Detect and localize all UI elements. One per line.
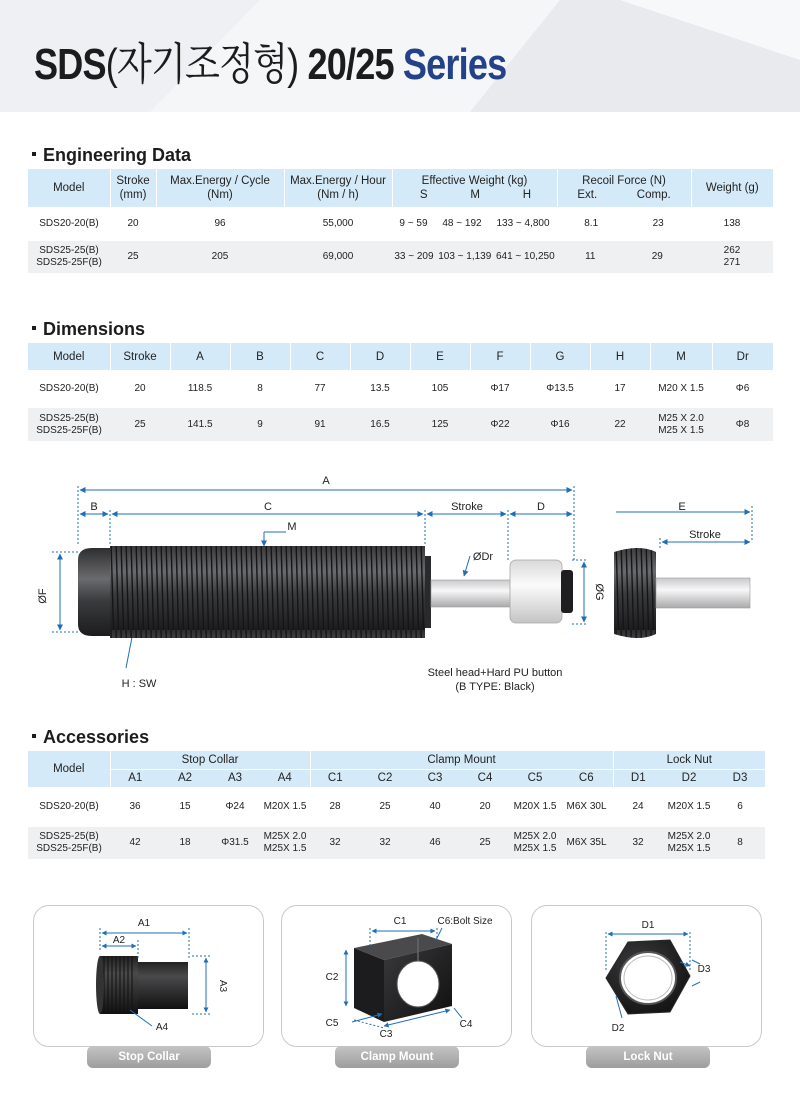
- acc-cell: M6X 30L: [566, 801, 607, 812]
- eng-energy-hour: 55,000: [322, 218, 354, 229]
- acc-head-model: Model: [28, 751, 110, 787]
- dim-head: C: [290, 343, 350, 370]
- acc-cell: 46: [410, 827, 460, 859]
- acc-cell: M25X 2.0 M25X 1.5: [260, 827, 310, 859]
- dim-cell: 8: [257, 383, 263, 394]
- label-f: ØF: [37, 588, 49, 604]
- dim-cell: 77: [314, 383, 326, 394]
- title-model: SDS: [34, 40, 106, 89]
- acc-model: SDS20-20(B): [39, 801, 99, 812]
- section-title-engineering: [32, 145, 191, 166]
- stop-collar-label: Stop Collar: [87, 1046, 211, 1068]
- eng-weight: 138: [723, 218, 741, 229]
- engineering-row: [28, 207, 773, 241]
- label-a1: A1: [137, 918, 151, 929]
- acc-cell: 24: [632, 801, 644, 812]
- dim-head: M: [650, 343, 712, 370]
- card-stop-collar: [33, 905, 264, 1063]
- eng-head-energy-hour: Max.Energy / Hour (Nm / h): [284, 169, 392, 207]
- dim-cell: 13.5: [370, 383, 390, 394]
- dim-head: Stroke: [110, 343, 170, 370]
- acc-cell: Φ31.5: [210, 827, 260, 859]
- card-clamp-mount: [281, 905, 512, 1063]
- dim-thread: M20 X 1.5: [658, 383, 704, 394]
- dimensions-table: [28, 343, 773, 441]
- label-a3: A3: [217, 979, 228, 993]
- lock-nut-label: Lock Nut: [586, 1046, 710, 1068]
- title-series: Series: [402, 40, 507, 89]
- page-title: [34, 28, 506, 92]
- label-b: B: [90, 501, 98, 513]
- acc-cell: M25X 2.0 M25X 1.5: [663, 827, 715, 859]
- acc-head-lock-nut: Lock Nut: [613, 751, 765, 769]
- eng-stroke: 25: [110, 241, 156, 273]
- dim-cell: 17: [614, 383, 626, 394]
- acc-subhead: A1: [110, 769, 160, 787]
- clamp-mount-label: Clamp Mount: [335, 1046, 459, 1068]
- acc-subhead: C6: [560, 769, 613, 787]
- accessories-table: [28, 751, 765, 859]
- dim-head: G: [530, 343, 590, 370]
- dim-cell: 9: [230, 408, 290, 441]
- acc-cell: 28: [329, 801, 341, 812]
- label-g: ØG: [593, 583, 605, 601]
- dim-cell: 125: [410, 408, 470, 441]
- acc-cell: 40: [429, 801, 441, 812]
- acc-cell: 25: [460, 827, 510, 859]
- acc-cell: 25: [379, 801, 391, 812]
- accessories-title-text: Accessories: [43, 727, 150, 747]
- dim-cell: 22: [590, 408, 650, 441]
- dim-head: B: [230, 343, 290, 370]
- accessories-row: [28, 827, 765, 859]
- dim-cell: Φ22: [470, 408, 530, 441]
- label-a4: A4: [155, 1022, 169, 1033]
- title-size: 20/25: [307, 40, 394, 89]
- eng-head-stroke: Stroke (mm): [110, 169, 156, 207]
- eng-eff-weight: 9 ~ 59 48 ~ 192 133 ~ 4,800: [399, 218, 550, 229]
- acc-head-clamp-mount: Clamp Mount: [310, 751, 613, 769]
- eng-energy-cycle: 96: [214, 218, 226, 229]
- dim-head: D: [350, 343, 410, 370]
- acc-subhead: A3: [210, 769, 260, 787]
- acc-cell: 15: [179, 801, 191, 812]
- label-c: C: [264, 501, 272, 513]
- label-c1: C1: [393, 916, 407, 927]
- dim-thread: M25 X 2.0 M25 X 1.5: [650, 408, 712, 441]
- acc-subhead: A2: [160, 769, 210, 787]
- page-header: [0, 0, 800, 112]
- label-h: H : SW: [121, 678, 157, 690]
- engineering-header-row: [28, 169, 773, 207]
- eng-weight: 262 271: [691, 241, 773, 273]
- dim-cell: 118.5: [187, 383, 213, 394]
- eng-head-energy-cycle: Max.Energy / Cycle (Nm): [156, 169, 284, 207]
- dim-model: SDS25-25(B) SDS25-25F(B): [28, 408, 110, 441]
- section-title-accessories: [32, 727, 149, 748]
- acc-subhead: C4: [460, 769, 510, 787]
- dim-head: Dr: [712, 343, 773, 370]
- eng-recoil: 11 29: [557, 241, 691, 273]
- acc-cell: 18: [160, 827, 210, 859]
- label-d1: D1: [641, 920, 655, 931]
- label-d3: D3: [697, 964, 711, 975]
- acc-subhead: C3: [410, 769, 460, 787]
- eng-energy-cycle: 205: [156, 241, 284, 273]
- acc-subhead: A4: [260, 769, 310, 787]
- label-dr: ØDr: [472, 551, 494, 563]
- dim-cell: Φ16: [530, 408, 590, 441]
- dim-cell: 141.5: [170, 408, 230, 441]
- acc-cell: 42: [110, 827, 160, 859]
- eng-stroke: 20: [127, 218, 139, 229]
- label-d: D: [537, 501, 545, 513]
- acc-cell: 8: [715, 827, 765, 859]
- lock-nut-illustration: [532, 906, 763, 1048]
- dimensions-row: [28, 370, 773, 408]
- eng-head-recoil: Recoil Force (N) Ext. Comp.: [557, 169, 691, 207]
- eng-eff-weight: 33 ~ 209 103 ~ 1,139 641 ~ 10,250: [392, 241, 557, 273]
- acc-cell: M20X 1.5: [513, 801, 557, 812]
- accessory-cards: [0, 900, 800, 1070]
- acc-cell: M25X 2.0 M25X 1.5: [510, 827, 560, 859]
- eng-head-weight: Weight (g): [691, 169, 773, 207]
- acc-subhead: C5: [510, 769, 560, 787]
- dim-cell: Φ6: [735, 383, 750, 394]
- label-c6: C6:Bolt Size: [437, 916, 493, 927]
- shock-absorber-body: [78, 546, 573, 638]
- dimensions-row: [28, 408, 773, 441]
- acc-subhead: D2: [663, 769, 715, 787]
- acc-cell: 32: [613, 827, 663, 859]
- accessories-subheader-row: [28, 769, 765, 787]
- dim-cell: Φ8: [712, 408, 773, 441]
- label-c4: C4: [459, 1019, 473, 1030]
- dim-cell: Φ17: [490, 383, 510, 394]
- stop-collar-illustration: [34, 906, 265, 1048]
- note-head: Steel head+Hard PU button: [427, 667, 563, 679]
- label-a: A: [322, 475, 330, 487]
- acc-cell: M20X 1.5: [667, 801, 711, 812]
- dim-cell: 105: [431, 383, 449, 394]
- engineering-row: [28, 241, 773, 273]
- eng-recoil: 8.1 23: [584, 218, 664, 229]
- shock-absorber-side-view: [614, 548, 750, 638]
- acc-cell: 6: [737, 801, 743, 812]
- dim-cell: Φ13.5: [546, 383, 574, 394]
- label-d2: D2: [611, 1023, 625, 1034]
- engineering-table: [28, 169, 773, 273]
- card-lock-nut: [531, 905, 762, 1063]
- dim-head: F: [470, 343, 530, 370]
- dim-head: A: [170, 343, 230, 370]
- label-e: E: [678, 501, 686, 513]
- acc-subhead: D1: [613, 769, 663, 787]
- dim-cell: 20: [134, 383, 146, 394]
- shock-absorber-diagram: [0, 468, 800, 708]
- acc-model: SDS25-25(B) SDS25-25F(B): [28, 827, 110, 859]
- eng-model: SDS20-20(B): [39, 218, 99, 229]
- label-c3: C3: [379, 1029, 393, 1040]
- label-c5: C5: [325, 1018, 339, 1029]
- dimensions-title-text: Dimensions: [43, 319, 146, 339]
- label-stroke: Stroke: [451, 501, 483, 513]
- acc-cell: 32: [310, 827, 360, 859]
- dim-cell: 25: [110, 408, 170, 441]
- acc-cell: 20: [479, 801, 491, 812]
- accessories-group-row: [28, 751, 765, 769]
- dim-cell: 16.5: [350, 408, 410, 441]
- acc-cell: M6X 35L: [560, 827, 613, 859]
- section-title-dimensions: [32, 319, 145, 340]
- eng-model: SDS25-25(B) SDS25-25F(B): [28, 241, 110, 273]
- acc-subhead: D3: [715, 769, 765, 787]
- dim-cell: 91: [290, 408, 350, 441]
- label-stroke-side: Stroke: [689, 529, 721, 541]
- acc-head-stop-collar: Stop Collar: [110, 751, 310, 769]
- eng-head-model: Model: [28, 169, 110, 207]
- dim-model: SDS20-20(B): [39, 383, 99, 394]
- eng-energy-hour: 69,000: [284, 241, 392, 273]
- acc-cell: M20X 1.5: [263, 801, 307, 812]
- acc-subhead: C2: [360, 769, 410, 787]
- label-a2: A2: [112, 935, 126, 946]
- dim-head: E: [410, 343, 470, 370]
- acc-cell: Φ24: [225, 801, 245, 812]
- dimensions-header-row: [28, 343, 773, 370]
- dim-head: Model: [28, 343, 110, 370]
- accessories-row: [28, 787, 765, 827]
- label-m: M: [287, 521, 297, 533]
- title-korean: (자기조정형): [105, 40, 299, 89]
- label-c2: C2: [325, 972, 339, 983]
- clamp-mount-illustration: [282, 906, 513, 1048]
- eng-head-eff-weight: Effective Weight (kg) S M H: [392, 169, 557, 207]
- dim-head: H: [590, 343, 650, 370]
- acc-cell: 32: [360, 827, 410, 859]
- note-type: (B TYPE: Black): [455, 681, 535, 693]
- acc-subhead: C1: [310, 769, 360, 787]
- acc-cell: 36: [129, 801, 141, 812]
- engineering-title-text: Engineering Data: [43, 145, 192, 165]
